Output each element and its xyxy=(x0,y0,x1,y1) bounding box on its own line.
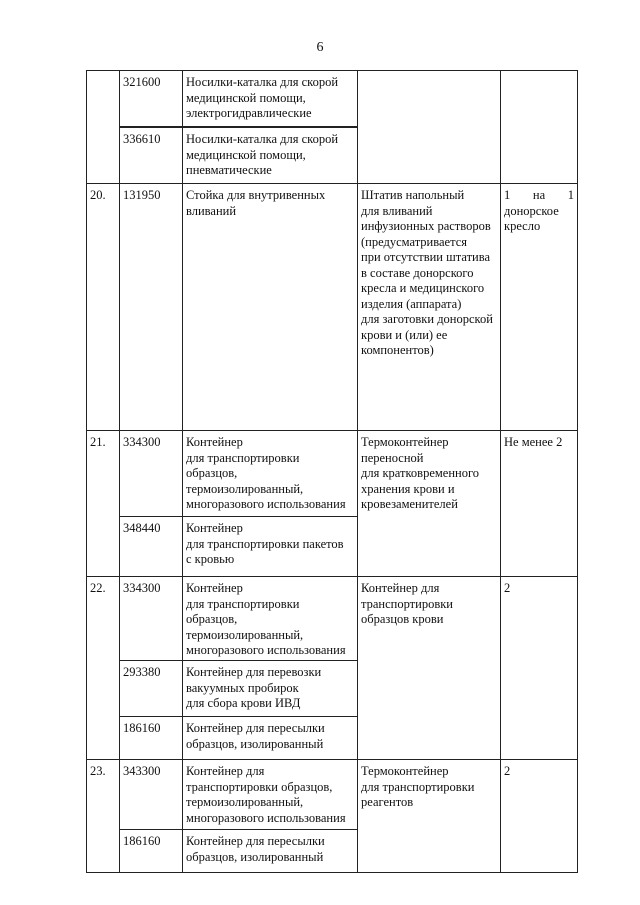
item-code: 348440 xyxy=(119,517,182,577)
item-name: Контейнер для транспортировки пакетов с кровью xyxy=(182,517,358,577)
item-code: 336610 xyxy=(119,127,182,184)
quantity: 2 xyxy=(501,760,578,873)
item-name: Контейнер для перевозки вакуумных пробирок для сбора крови ИВД xyxy=(182,661,358,717)
table-row xyxy=(86,70,578,184)
item-code: 131950 xyxy=(119,184,182,431)
quantity-line: кресло xyxy=(504,219,541,233)
equipment-name xyxy=(358,70,501,184)
item-name: Контейнер для транспортировки образцов, термоизолированный, многоразового использования xyxy=(182,760,358,830)
row-number: 20. xyxy=(86,184,119,431)
item-name: Стойка для внутривенных вливаний xyxy=(182,184,358,431)
table-row xyxy=(86,184,578,431)
row-number: 23. xyxy=(86,760,119,873)
quantity xyxy=(501,70,578,184)
item-code: 186160 xyxy=(119,717,182,760)
item-name: Контейнер для транспортировки образцов, термоизолированный, многоразового использования xyxy=(182,577,358,661)
equipment-name: Контейнер для транспортировки образцов крови xyxy=(358,577,501,760)
row-number: 21. xyxy=(86,431,119,577)
item-name: Носилки-каталка для скорой медицинской помощи, пневматические xyxy=(182,127,358,184)
page-number: 6 xyxy=(316,40,324,55)
equipment-name: Термоконтейнер переносной для кратковременного хранения крови и кровезаменителей xyxy=(358,431,501,577)
quantity-line: 1 на 1 донорское xyxy=(504,188,574,218)
item-code: 343300 xyxy=(119,760,182,830)
item-code: 334300 xyxy=(119,431,182,517)
quantity xyxy=(501,184,578,431)
row-number: 22. xyxy=(86,577,119,760)
equipment-name: Штатив напольный для вливаний инфузионных растворов (предусматривается при отсутствии штатива в составе донорского кресла и медицинского изделия (аппарата) для заготовки донорской крови и (или) ее компонентов) xyxy=(358,184,501,431)
equipment-name: Термоконтейнер для транспортировки реагентов xyxy=(358,760,501,873)
quantity: 2 xyxy=(501,577,578,760)
item-code: 334300 xyxy=(119,577,182,661)
item-code: 293380 xyxy=(119,661,182,717)
table-row xyxy=(86,431,578,577)
row-number xyxy=(86,70,119,184)
item-name: Контейнер для транспортировки образцов, термоизолированный, многоразового использования xyxy=(182,431,358,517)
item-code: 321600 xyxy=(119,70,182,127)
table-row xyxy=(86,577,578,760)
item-code: 186160 xyxy=(119,830,182,873)
table-row xyxy=(86,760,578,873)
item-name: Контейнер для пересылки образцов, изолированный xyxy=(182,717,358,760)
item-name: Контейнер для пересылки образцов, изолированный xyxy=(182,830,358,873)
quantity: Не менее 2 xyxy=(501,431,578,577)
item-name: Носилки-каталка для скорой медицинской помощи, электрогидравлические xyxy=(182,70,358,127)
